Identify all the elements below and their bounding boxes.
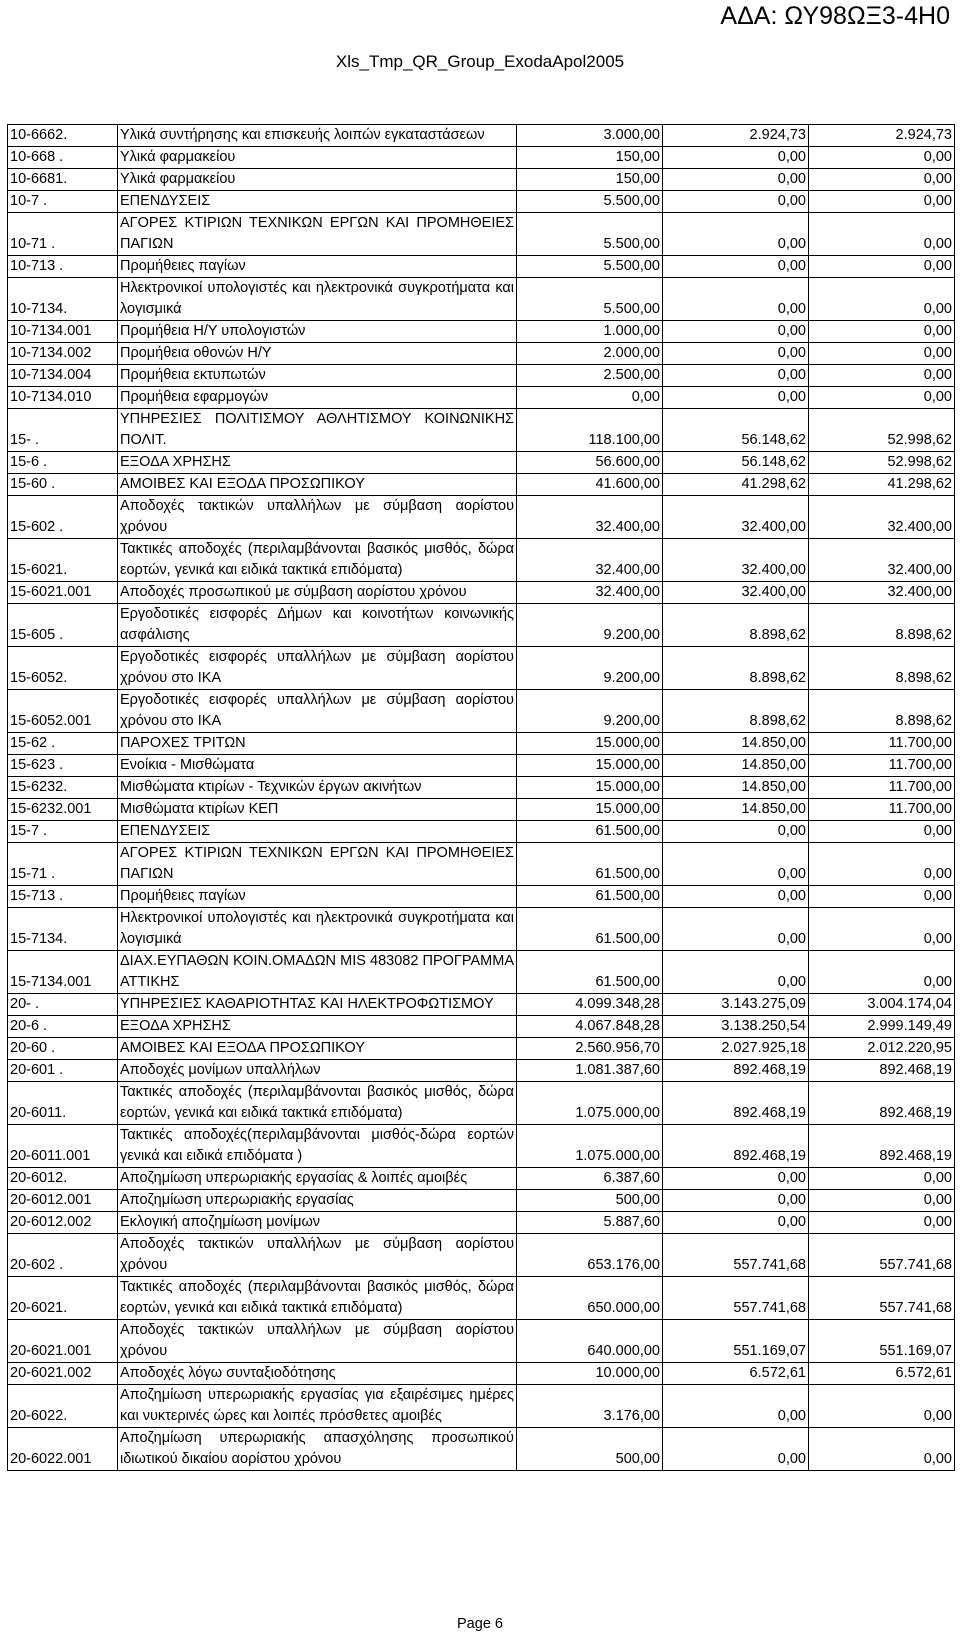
budget-amount-cell: 32.400,00: [517, 582, 663, 604]
ada-code: ΑΔΑ: ΩΥ98ΩΞ3-4Η0: [720, 2, 950, 30]
account-code-cell: 20-6012.002: [8, 1212, 118, 1234]
account-code-cell: 10-7134.001: [8, 321, 118, 343]
committed-amount-cell: 3.143.275,09: [663, 994, 809, 1016]
table-row: [8, 1385, 955, 1428]
committed-amount-cell: 3.138.250,54: [663, 1016, 809, 1038]
paid-amount-cell: 32.400,00: [809, 539, 955, 582]
description-cell: Τακτικές αποδοχές (περιλαμβάνονται βασικός μισθός, δώρα εορτών, γενικά και ειδικά τακτικά επιδόματα): [118, 539, 517, 582]
table-row: [8, 843, 955, 886]
budget-amount-cell: 61.500,00: [517, 886, 663, 908]
committed-amount-cell: 14.850,00: [663, 777, 809, 799]
description-cell: Ηλεκτρονικοί υπολογιστές και ηλεκτρονικά συγκροτήματα και λογισμικά: [118, 908, 517, 951]
budget-amount-cell: 15.000,00: [517, 777, 663, 799]
table-row: [8, 821, 955, 843]
paid-amount-cell: 0,00: [809, 1385, 955, 1428]
table-row: [8, 1320, 955, 1363]
paid-amount-cell: 557.741,68: [809, 1234, 955, 1277]
paid-amount-cell: 0,00: [809, 213, 955, 256]
table-row: [8, 365, 955, 387]
paid-amount-cell: 2.012.220,95: [809, 1038, 955, 1060]
paid-amount-cell: 0,00: [809, 365, 955, 387]
account-code-cell: 20-6 .: [8, 1016, 118, 1038]
committed-amount-cell: 892.468,19: [663, 1125, 809, 1168]
description-cell: Εργοδοτικές εισφορές Δήμων και κοινοτήτων κοινωνικής ασφάλισης: [118, 604, 517, 647]
committed-amount-cell: 8.898,62: [663, 647, 809, 690]
description-cell: Υλικά φαρμακείου: [118, 147, 517, 169]
committed-amount-cell: 0,00: [663, 321, 809, 343]
description-cell: Προμήθειες παγίων: [118, 256, 517, 278]
paid-amount-cell: 41.298,62: [809, 474, 955, 496]
expenses-table-body: [8, 125, 955, 1471]
committed-amount-cell: 0,00: [663, 387, 809, 409]
committed-amount-cell: 892.468,19: [663, 1060, 809, 1082]
committed-amount-cell: 14.850,00: [663, 799, 809, 821]
description-cell: Προμήθειες παγίων: [118, 886, 517, 908]
budget-amount-cell: 3.176,00: [517, 1385, 663, 1428]
description-cell: Τακτικές αποδοχές(περιλαμβάνονται μισθός-δώρα εορτών γενικά και ειδικά επιδόματα ): [118, 1125, 517, 1168]
budget-amount-cell: 0,00: [517, 387, 663, 409]
description-cell: Προμήθεια εφαρμογών: [118, 387, 517, 409]
report-filename: Xls_Tmp_QR_Group_ExodaApol2005: [335, 52, 625, 71]
table-row: [8, 690, 955, 733]
budget-amount-cell: 653.176,00: [517, 1234, 663, 1277]
table-row: [8, 1168, 955, 1190]
budget-amount-cell: 61.500,00: [517, 951, 663, 994]
account-code-cell: 20-6011.: [8, 1082, 118, 1125]
account-code-cell: 20- .: [8, 994, 118, 1016]
table-row: [8, 799, 955, 821]
table-row: [8, 1082, 955, 1125]
paid-amount-cell: 892.468,19: [809, 1125, 955, 1168]
table-row: [8, 604, 955, 647]
account-code-cell: 15-62 .: [8, 733, 118, 755]
committed-amount-cell: 0,00: [663, 213, 809, 256]
table-row: [8, 1234, 955, 1277]
table-row: [8, 647, 955, 690]
account-code-cell: 15-6232.: [8, 777, 118, 799]
committed-amount-cell: 892.468,19: [663, 1082, 809, 1125]
committed-amount-cell: 8.898,62: [663, 604, 809, 647]
description-cell: Αποδοχές μονίμων υπαλλήλων: [118, 1060, 517, 1082]
committed-amount-cell: 0,00: [663, 1190, 809, 1212]
budget-amount-cell: 1.000,00: [517, 321, 663, 343]
table-row: [8, 1428, 955, 1471]
table-row: [8, 409, 955, 452]
budget-amount-cell: 56.600,00: [517, 452, 663, 474]
paid-amount-cell: 892.468,19: [809, 1060, 955, 1082]
account-code-cell: 15-7134.: [8, 908, 118, 951]
table-row: [8, 256, 955, 278]
description-cell: ΑΓΟΡΕΣ ΚΤΙΡΙΩΝ ΤΕΧΝΙΚΩΝ ΕΡΓΩΝ ΚΑΙ ΠΡΟΜΗΘΕΙΕΣ ΠΑΓΙΩΝ: [118, 843, 517, 886]
description-cell: ΕΞΟΔΑ ΧΡΗΣΗΣ: [118, 452, 517, 474]
budget-amount-cell: 1.075.000,00: [517, 1082, 663, 1125]
table-row: [8, 387, 955, 409]
committed-amount-cell: 56.148,62: [663, 409, 809, 452]
paid-amount-cell: 0,00: [809, 278, 955, 321]
description-cell: Προμήθεια οθονών Η/Υ: [118, 343, 517, 365]
budget-amount-cell: 650.000,00: [517, 1277, 663, 1320]
description-cell: Μισθώματα κτιρίων - Τεχνικών έργων ακινήτων: [118, 777, 517, 799]
committed-amount-cell: 557.741,68: [663, 1234, 809, 1277]
account-code-cell: 10-713 .: [8, 256, 118, 278]
committed-amount-cell: 14.850,00: [663, 755, 809, 777]
paid-amount-cell: 3.004.174,04: [809, 994, 955, 1016]
budget-amount-cell: 4.099.348,28: [517, 994, 663, 1016]
paid-amount-cell: 551.169,07: [809, 1320, 955, 1363]
description-cell: Αποζημίωση υπερωριακής εργασίας & λοιπές αμοιβές: [118, 1168, 517, 1190]
description-cell: Μισθώματα κτιρίων ΚΕΠ: [118, 799, 517, 821]
account-code-cell: 10-6662.: [8, 125, 118, 147]
description-cell: Αποδοχές τακτικών υπαλλήλων με σύμβαση αορίστου χρόνου: [118, 1320, 517, 1363]
account-code-cell: 15-7134.001: [8, 951, 118, 994]
committed-amount-cell: 0,00: [663, 821, 809, 843]
table-row: [8, 147, 955, 169]
page-number: Page 6: [457, 1616, 503, 1632]
table-row: [8, 1212, 955, 1234]
budget-amount-cell: 9.200,00: [517, 690, 663, 733]
description-cell: Εργοδοτικές εισφορές υπαλλήλων με σύμβαση αορίστου χρόνου στο ΙΚΑ: [118, 690, 517, 733]
budget-amount-cell: 150,00: [517, 169, 663, 191]
table-row: [8, 777, 955, 799]
account-code-cell: 15-71 .: [8, 843, 118, 886]
table-row: [8, 1125, 955, 1168]
table-row: [8, 278, 955, 321]
budget-amount-cell: 61.500,00: [517, 908, 663, 951]
budget-amount-cell: 2.560.956,70: [517, 1038, 663, 1060]
committed-amount-cell: 0,00: [663, 1168, 809, 1190]
committed-amount-cell: 41.298,62: [663, 474, 809, 496]
committed-amount-cell: 2.027.925,18: [663, 1038, 809, 1060]
budget-amount-cell: 5.887,60: [517, 1212, 663, 1234]
budget-amount-cell: 32.400,00: [517, 496, 663, 539]
table-row: [8, 994, 955, 1016]
budget-amount-cell: 5.500,00: [517, 278, 663, 321]
account-code-cell: 15-60 .: [8, 474, 118, 496]
description-cell: Προμήθεια Η/Υ υπολογιστών: [118, 321, 517, 343]
description-cell: ΑΓΟΡΕΣ ΚΤΙΡΙΩΝ ΤΕΧΝΙΚΩΝ ΕΡΓΩΝ ΚΑΙ ΠΡΟΜΗΘΕΙΕΣ ΠΑΓΙΩΝ: [118, 213, 517, 256]
description-cell: Τακτικές αποδοχές (περιλαμβάνονται βασικός μισθός, δώρα εορτών, γενικά και ειδικά τακτικά επιδόματα): [118, 1277, 517, 1320]
paid-amount-cell: 0,00: [809, 1168, 955, 1190]
committed-amount-cell: 32.400,00: [663, 582, 809, 604]
budget-amount-cell: 15.000,00: [517, 799, 663, 821]
account-code-cell: 20-6022.: [8, 1385, 118, 1428]
account-code-cell: 20-6012.001: [8, 1190, 118, 1212]
description-cell: ΑΜΟΙΒΕΣ ΚΑΙ ΕΞΟΔΑ ΠΡΟΣΩΠΙΚΟΥ: [118, 474, 517, 496]
description-cell: Αποδοχές λόγω συνταξιοδότησης: [118, 1363, 517, 1385]
budget-amount-cell: 2.000,00: [517, 343, 663, 365]
paid-amount-cell: 892.468,19: [809, 1082, 955, 1125]
description-cell: Ηλεκτρονικοί υπολογιστές και ηλεκτρονικά συγκροτήματα και λογισμικά: [118, 278, 517, 321]
account-code-cell: 15-6021.001: [8, 582, 118, 604]
table-row: [8, 1016, 955, 1038]
budget-amount-cell: 10.000,00: [517, 1363, 663, 1385]
budget-amount-cell: 41.600,00: [517, 474, 663, 496]
committed-amount-cell: 0,00: [663, 1428, 809, 1471]
paid-amount-cell: 2.999.149,49: [809, 1016, 955, 1038]
committed-amount-cell: 0,00: [663, 278, 809, 321]
account-code-cell: 15-6232.001: [8, 799, 118, 821]
budget-amount-cell: 3.000,00: [517, 125, 663, 147]
table-row: [8, 125, 955, 147]
paid-amount-cell: 0,00: [809, 821, 955, 843]
budget-amount-cell: 6.387,60: [517, 1168, 663, 1190]
table-row: [8, 1277, 955, 1320]
account-code-cell: 15-605 .: [8, 604, 118, 647]
committed-amount-cell: 8.898,62: [663, 690, 809, 733]
account-code-cell: 10-668 .: [8, 147, 118, 169]
committed-amount-cell: 0,00: [663, 256, 809, 278]
description-cell: ΔΙΑΧ.ΕΥΠΑΘΩΝ ΚΟΙΝ.ΟΜΑΔΩΝ MIS 483082 ΠΡΟΓΡΑΜΜΑ ΑΤΤΙΚΗΣ: [118, 951, 517, 994]
account-code-cell: 10-7134.002: [8, 343, 118, 365]
paid-amount-cell: 2.924,73: [809, 125, 955, 147]
table-row: [8, 733, 955, 755]
description-cell: ΥΠΗΡΕΣΙΕΣ ΠΟΛΙΤΙΣΜΟΥ ΑΘΛΗΤΙΣΜΟΥ ΚΟΙΝΩΝΙΚΗΣ ΠΟΛΙΤ.: [118, 409, 517, 452]
account-code-cell: 15-602 .: [8, 496, 118, 539]
description-cell: ΕΞΟΔΑ ΧΡΗΣΗΣ: [118, 1016, 517, 1038]
paid-amount-cell: 557.741,68: [809, 1277, 955, 1320]
table-row: [8, 213, 955, 256]
account-code-cell: 20-602 .: [8, 1234, 118, 1277]
description-cell: ΕΠΕΝΔΥΣΕΙΣ: [118, 821, 517, 843]
budget-amount-cell: 9.200,00: [517, 647, 663, 690]
description-cell: ΠΑΡΟΧΕΣ ΤΡΙΤΩΝ: [118, 733, 517, 755]
paid-amount-cell: 0,00: [809, 343, 955, 365]
paid-amount-cell: 0,00: [809, 256, 955, 278]
budget-amount-cell: 1.075.000,00: [517, 1125, 663, 1168]
account-code-cell: 20-601 .: [8, 1060, 118, 1082]
paid-amount-cell: 11.700,00: [809, 799, 955, 821]
committed-amount-cell: 0,00: [663, 147, 809, 169]
paid-amount-cell: 8.898,62: [809, 604, 955, 647]
table-row: [8, 321, 955, 343]
budget-amount-cell: 2.500,00: [517, 365, 663, 387]
table-row: [8, 908, 955, 951]
table-row: [8, 191, 955, 213]
expenses-table: [7, 124, 955, 1471]
description-cell: Ενοίκια - Μισθώματα: [118, 755, 517, 777]
description-cell: Εκλογική αποζημίωση μονίμων: [118, 1212, 517, 1234]
paid-amount-cell: 0,00: [809, 1428, 955, 1471]
committed-amount-cell: 0,00: [663, 191, 809, 213]
account-code-cell: 20-6022.001: [8, 1428, 118, 1471]
committed-amount-cell: 0,00: [663, 343, 809, 365]
account-code-cell: 10-6681.: [8, 169, 118, 191]
paid-amount-cell: 32.400,00: [809, 582, 955, 604]
table-row: [8, 452, 955, 474]
description-cell: ΥΠΗΡΕΣΙΕΣ ΚΑΘΑΡΙΟΤΗΤΑΣ ΚΑΙ ΗΛΕΚΤΡΟΦΩΤΙΣΜΟΥ: [118, 994, 517, 1016]
budget-amount-cell: 1.081.387,60: [517, 1060, 663, 1082]
budget-amount-cell: 15.000,00: [517, 755, 663, 777]
budget-amount-cell: 5.500,00: [517, 256, 663, 278]
account-code-cell: 20-6012.: [8, 1168, 118, 1190]
paid-amount-cell: 0,00: [809, 1190, 955, 1212]
committed-amount-cell: 557.741,68: [663, 1277, 809, 1320]
committed-amount-cell: 56.148,62: [663, 452, 809, 474]
paid-amount-cell: 52.998,62: [809, 452, 955, 474]
description-cell: Αποδοχές τακτικών υπαλλήλων με σύμβαση αορίστου χρόνου: [118, 1234, 517, 1277]
account-code-cell: 10-7 .: [8, 191, 118, 213]
paid-amount-cell: 11.700,00: [809, 733, 955, 755]
description-cell: ΑΜΟΙΒΕΣ ΚΑΙ ΕΞΟΔΑ ΠΡΟΣΩΠΙΚΟΥ: [118, 1038, 517, 1060]
description-cell: Αποζημίωση υπερωριακής εργασίας: [118, 1190, 517, 1212]
table-row: [8, 539, 955, 582]
paid-amount-cell: 11.700,00: [809, 777, 955, 799]
paid-amount-cell: 0,00: [809, 886, 955, 908]
committed-amount-cell: 0,00: [663, 1212, 809, 1234]
description-cell: Αποδοχές προσωπικού με σύμβαση αορίστου χρόνου: [118, 582, 517, 604]
committed-amount-cell: 0,00: [663, 886, 809, 908]
description-cell: Εργοδοτικές εισφορές υπαλλήλων με σύμβαση αορίστου χρόνου στο ΙΚΑ: [118, 647, 517, 690]
budget-amount-cell: 4.067.848,28: [517, 1016, 663, 1038]
table-row: [8, 169, 955, 191]
paid-amount-cell: 6.572,61: [809, 1363, 955, 1385]
committed-amount-cell: 0,00: [663, 908, 809, 951]
account-code-cell: 15- .: [8, 409, 118, 452]
paid-amount-cell: 0,00: [809, 908, 955, 951]
committed-amount-cell: 6.572,61: [663, 1363, 809, 1385]
account-code-cell: 10-7134.010: [8, 387, 118, 409]
table-row: [8, 343, 955, 365]
committed-amount-cell: 32.400,00: [663, 496, 809, 539]
committed-amount-cell: 0,00: [663, 951, 809, 994]
paid-amount-cell: 8.898,62: [809, 690, 955, 733]
committed-amount-cell: 0,00: [663, 843, 809, 886]
paid-amount-cell: 0,00: [809, 1212, 955, 1234]
paid-amount-cell: 0,00: [809, 169, 955, 191]
paid-amount-cell: 11.700,00: [809, 755, 955, 777]
description-cell: Αποδοχές τακτικών υπαλλήλων με σύμβαση αορίστου χρόνου: [118, 496, 517, 539]
table-row: [8, 886, 955, 908]
account-code-cell: 15-6 .: [8, 452, 118, 474]
committed-amount-cell: 2.924,73: [663, 125, 809, 147]
budget-amount-cell: 9.200,00: [517, 604, 663, 647]
budget-amount-cell: 5.500,00: [517, 191, 663, 213]
paid-amount-cell: 52.998,62: [809, 409, 955, 452]
account-code-cell: 15-713 .: [8, 886, 118, 908]
budget-amount-cell: 61.500,00: [517, 843, 663, 886]
account-code-cell: 10-7134.: [8, 278, 118, 321]
table-row: [8, 474, 955, 496]
committed-amount-cell: 0,00: [663, 1385, 809, 1428]
account-code-cell: 15-6021.: [8, 539, 118, 582]
account-code-cell: 15-7 .: [8, 821, 118, 843]
paid-amount-cell: 0,00: [809, 843, 955, 886]
budget-amount-cell: 150,00: [517, 147, 663, 169]
description-cell: Υλικά συντήρησης και επισκευής λοιπών εγκαταστάσεων: [118, 125, 517, 147]
description-cell: Αποζημίωση υπερωριακής εργασίας για εξαιρέσιμες ημέρες και νυκτερινές ώρες και λοιπές πρόσθετες αμοιβές: [118, 1385, 517, 1428]
paid-amount-cell: 0,00: [809, 321, 955, 343]
budget-amount-cell: 500,00: [517, 1428, 663, 1471]
committed-amount-cell: 14.850,00: [663, 733, 809, 755]
account-code-cell: 20-60 .: [8, 1038, 118, 1060]
budget-amount-cell: 118.100,00: [517, 409, 663, 452]
budget-amount-cell: 500,00: [517, 1190, 663, 1212]
account-code-cell: 20-6021.001: [8, 1320, 118, 1363]
budget-amount-cell: 32.400,00: [517, 539, 663, 582]
account-code-cell: 10-7134.004: [8, 365, 118, 387]
paid-amount-cell: 8.898,62: [809, 647, 955, 690]
table-row: [8, 951, 955, 994]
account-code-cell: 10-71 .: [8, 213, 118, 256]
paid-amount-cell: 0,00: [809, 951, 955, 994]
budget-amount-cell: 61.500,00: [517, 821, 663, 843]
table-row: [8, 1060, 955, 1082]
account-code-cell: 20-6011.001: [8, 1125, 118, 1168]
description-cell: Τακτικές αποδοχές (περιλαμβάνονται βασικός μισθός, δώρα εορτών, γενικά και ειδικά τακτικά επιδόματα): [118, 1082, 517, 1125]
paid-amount-cell: 0,00: [809, 387, 955, 409]
committed-amount-cell: 551.169,07: [663, 1320, 809, 1363]
table-row: [8, 582, 955, 604]
paid-amount-cell: 0,00: [809, 191, 955, 213]
account-code-cell: 15-623 .: [8, 755, 118, 777]
table-row: [8, 496, 955, 539]
description-cell: ΕΠΕΝΔΥΣΕΙΣ: [118, 191, 517, 213]
description-cell: Αποζημίωση υπερωριακής απασχόλησης προσωπικού ιδιωτικού δικαίου αορίστου χρόνου: [118, 1428, 517, 1471]
account-code-cell: 15-6052.: [8, 647, 118, 690]
table-row: [8, 1038, 955, 1060]
account-code-cell: 20-6021.002: [8, 1363, 118, 1385]
description-cell: Υλικά φαρμακείου: [118, 169, 517, 191]
description-cell: Προμήθεια εκτυπωτών: [118, 365, 517, 387]
table-row: [8, 1363, 955, 1385]
paid-amount-cell: 32.400,00: [809, 496, 955, 539]
committed-amount-cell: 0,00: [663, 169, 809, 191]
committed-amount-cell: 32.400,00: [663, 539, 809, 582]
account-code-cell: 15-6052.001: [8, 690, 118, 733]
paid-amount-cell: 0,00: [809, 147, 955, 169]
table-row: [8, 1190, 955, 1212]
budget-amount-cell: 5.500,00: [517, 213, 663, 256]
budget-amount-cell: 640.000,00: [517, 1320, 663, 1363]
budget-amount-cell: 15.000,00: [517, 733, 663, 755]
committed-amount-cell: 0,00: [663, 365, 809, 387]
account-code-cell: 20-6021.: [8, 1277, 118, 1320]
table-row: [8, 755, 955, 777]
